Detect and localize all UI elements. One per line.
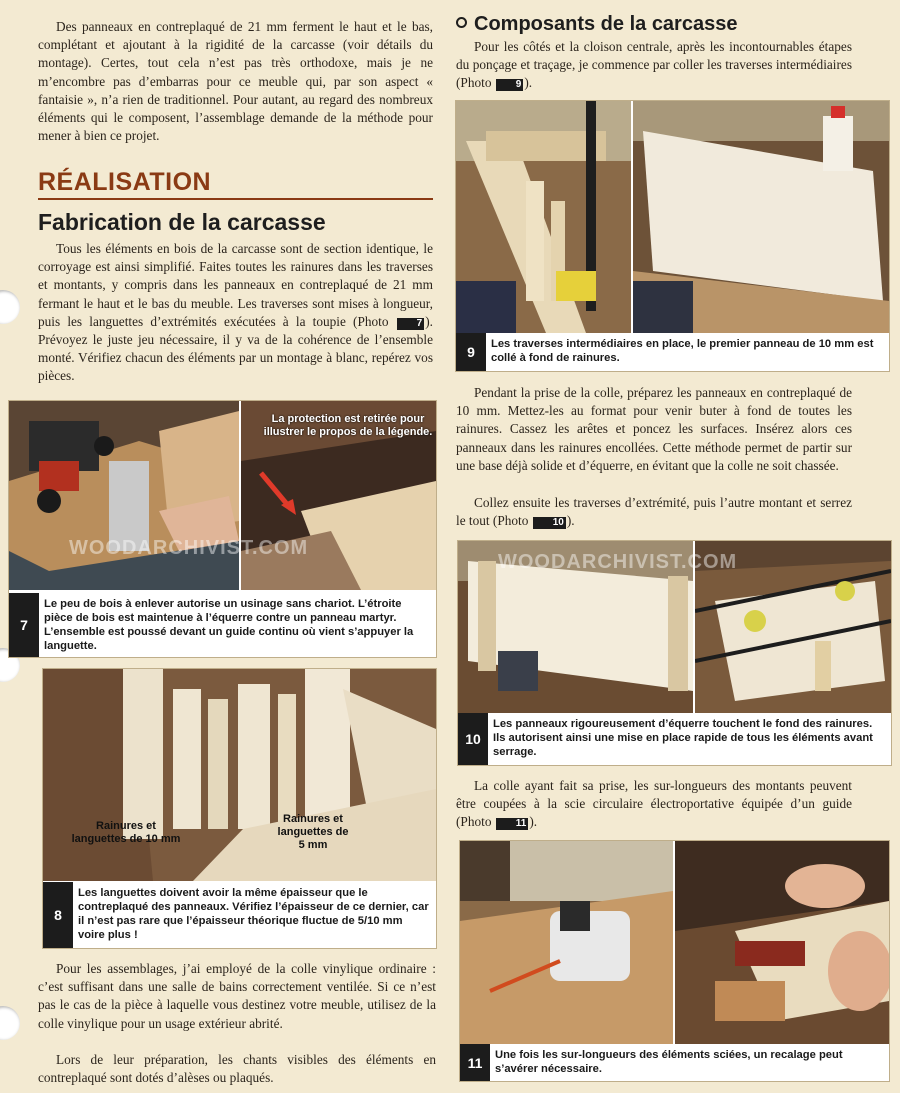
photo-number: 10 — [458, 713, 488, 765]
section-bullet-icon — [456, 17, 467, 28]
caption-text: Les traverses intermédiaires en place, le premier panneau de 10 mm est collé à fond de rainures. — [491, 338, 874, 364]
label-10mm: Rainures et languettes de 10 mm — [71, 820, 181, 845]
photo-8-tongues-image — [43, 669, 436, 881]
fabrication-heading: Fabrication de la carcasse — [38, 209, 326, 235]
section-title: RÉALISATION — [38, 168, 212, 196]
photo-7 — [8, 400, 437, 658]
photo-7-guard-image — [241, 401, 436, 590]
photo-10 — [457, 540, 892, 766]
photo-11-plane-image — [675, 841, 889, 1044]
photo-8-caption — [43, 882, 436, 948]
edges-paragraph: Lors de leur préparation, les chants visibles des éléments en contreplaqué sont dotés d’alèses ou plaqués. — [38, 1052, 436, 1086]
glue-paragraph: Pour les assemblages, j’ai employé de la colle vinylique ordinaire : c’est suffisant dans une salle de bains correctement ventilée. Si ce n’est pas le cas de la pièce à laquelle vous destinez votre meuble, utilisez de la colle vinylique pour un usage extérieur abrité. — [38, 961, 436, 1031]
composants-heading: Composants de la carcasse — [456, 13, 737, 36]
watermark: WOODARCHIVIST.COM — [498, 551, 738, 573]
composants-paragraph: Pour les côtés et la cloison centrale, après les incontournables étapes du ponçage et traçage, je commence par coller les traverses intermédiaires (Photo 9 ). — [456, 39, 852, 91]
intro-paragraph: Des panneaux en contreplaqué de 21 mm ferment le haut et le bas, complétant et ajoutant à la rigidité de la carcasse (voir détails du montage). Certes, tout cela n’est pas très orthodoxe, mais je ne m’encombre pas d’embarras pour ce meuble qui, par son aspect « fantaisie », n’a rien de traditionnel. Pour autant, au regard des nombreux éléments qui le composent, l’assemblage demande de la méthode pour mener à bien ce projet. — [38, 19, 433, 144]
clamp-paragraph: Collez ensuite les traverses d’extrémité, puis l’autre montant et serrez le tout (Photo 10 ). — [456, 495, 852, 529]
photo-7-router-image — [9, 401, 241, 590]
photo-number: 8 — [43, 882, 73, 948]
photo-7-overlay-label: La protection est retirée pour illustrer le propos de la légende. — [263, 413, 433, 438]
photo-number: 9 — [456, 333, 486, 371]
photo-9-panel-image — [633, 101, 889, 333]
binder-hole — [0, 1006, 20, 1040]
photo-9 — [455, 100, 890, 372]
photo-number: 11 — [460, 1044, 490, 1081]
photo-reference: 10 — [533, 517, 566, 529]
binder-hole — [0, 290, 20, 324]
photo-10-caption — [458, 713, 891, 765]
photo-8 — [42, 668, 437, 949]
caption-text: Le peu de bois à enlever autorise un usinage sans chariot. L’étroite pièce de bois est maintenue à l’équerre contre un panneau martyr. L’ensemble est poussé devant un guide continu où vient s’appuyer la languette. — [44, 598, 414, 652]
label-5mm: Rainures et languettes de 5 mm — [277, 813, 349, 851]
photo-9-clamp-image — [456, 101, 633, 333]
caption-text: Une fois les sur-longueurs des éléments sciées, un recalage peut s’avérer nécessaire. — [495, 1049, 843, 1075]
photo-number: 7 — [9, 593, 39, 657]
photo-11 — [459, 840, 890, 1082]
photo-7-caption — [9, 593, 436, 657]
caption-text: Les panneaux rigoureusement d’équerre touchent le fond des rainures. Ils autorisent ainsi une mise en place rapide de tous les éléments avant serrage. — [493, 718, 873, 758]
trim-paragraph: La colle ayant fait sa prise, les sur-longueurs des montants peuvent être coupées à la scie circulaire électroportative équipée d’un guide (Photo 11 ). — [456, 778, 852, 830]
caption-text: Les languettes doivent avoir la même épaisseur que le contreplaqué des panneaux. Vérifiez l’épaisseur de ce dernier, car il n’est pas rare que l’épaisseur théorique fluctue de 5/10 mm voire plus ! — [78, 887, 429, 941]
photo-11-saw-image — [460, 841, 675, 1044]
section-divider — [38, 198, 433, 200]
photo-reference: 7 — [397, 318, 425, 330]
watermark: WOODARCHIVIST.COM — [69, 537, 309, 559]
panels-paragraph: Pendant la prise de la colle, préparez les panneaux en contreplaqué de 10 mm. Mettez-les au format pour venir buter à fond de toutes les rainures. Cassez les arêtes et poncez les surfaces. Insérez alors ces panneaux dans les rainures encollées. Cette méthode permet de partir sur une base déjà solide et d’équerre, en évitant que la colle ne soit chassée. — [456, 385, 852, 473]
photo-reference: 11 — [496, 818, 529, 830]
photo-11-caption — [460, 1044, 889, 1081]
photo-reference: 9 — [496, 79, 524, 91]
fabrication-paragraph: Tous les éléments en bois de la carcasse sont de section identique, le corroyage est ainsi simplifié. Faites toutes les rainures dans les traverses et montants, y compris dans les panneaux en contreplaqué de 21 mm fermant le haut et le bas du meuble. Les traverses sont mises à longueur, puis les languettes d’extrémités exécutées à la toupie (Photo 7 ). Prévoyez le juste jeu nécessaire, il y va de la cohérence de l’ensemble monté. Vérifiez chacun des éléments par un montage à blanc, repérez vos pièces. — [38, 241, 433, 384]
photo-9-caption — [456, 333, 889, 371]
